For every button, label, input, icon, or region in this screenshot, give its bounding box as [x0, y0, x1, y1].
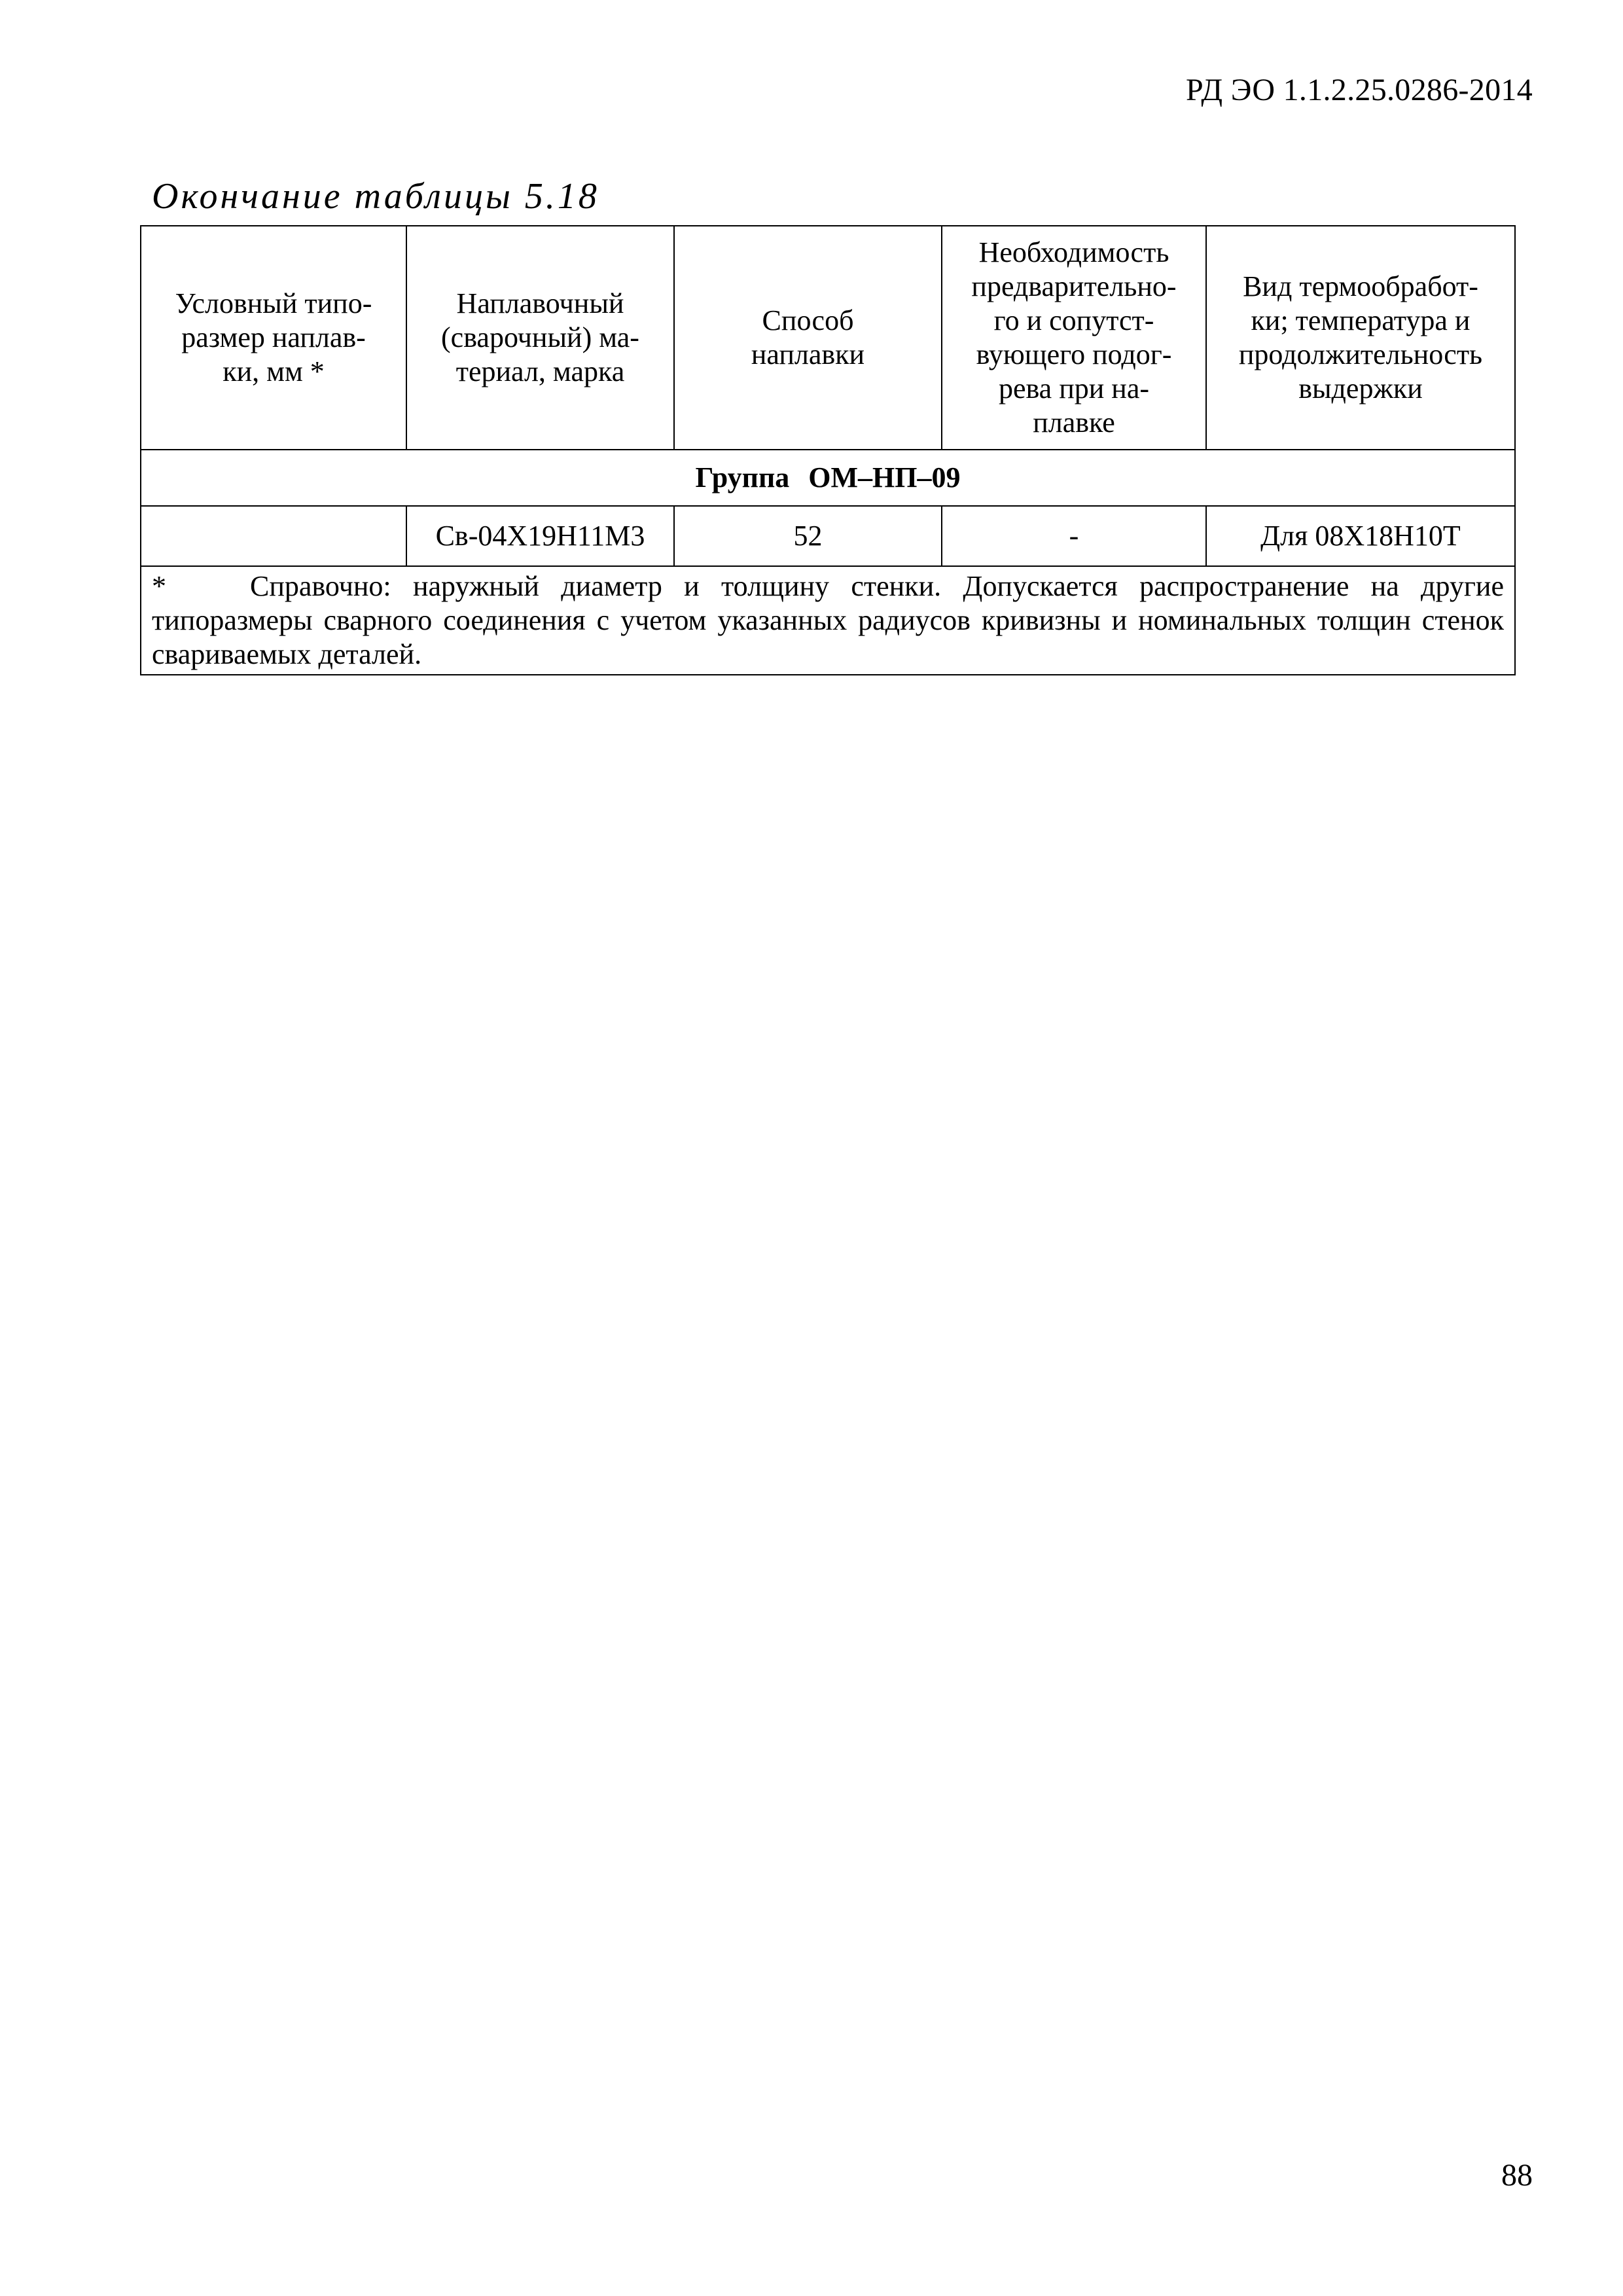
table-row	[141, 506, 1515, 566]
table-header-row	[141, 226, 1515, 450]
table-caption: Окончание таблицы 5.18	[152, 176, 599, 217]
footnote-row	[141, 566, 1515, 675]
group-row	[141, 450, 1515, 506]
header-cell-method: Способ наплавки	[674, 226, 942, 450]
footnote	[141, 566, 1515, 675]
cell-method: 52	[674, 506, 942, 566]
header-cell-heat-treatment: Вид термообработ- ки; температура и продолжительность выдержки	[1206, 226, 1515, 450]
footnote-star: *	[152, 570, 166, 602]
page-number: 88	[1501, 2158, 1533, 2193]
header-cell-size: Условный типо- размер наплав- ки, мм *	[141, 226, 406, 450]
footnote-text: Справочно: наружный диаметр и толщину стенки. Допускается распространение на другие типоразмеры сварного соединения с учетом указанных радиусов кривизны и номинальных толщин стенок свариваемых деталей.	[152, 570, 1504, 670]
cell-size	[141, 506, 406, 566]
welding-table	[140, 225, 1516, 675]
cell-preheat: -	[942, 506, 1206, 566]
header-cell-material: Наплавочный (сварочный) ма- териал, марка	[406, 226, 674, 450]
group-title: Группа ОМ–НП–09	[141, 450, 1515, 506]
cell-heat-treatment: Для 08Х18Н10Т	[1206, 506, 1515, 566]
header-cell-preheat: Необходимость предварительно- го и сопутст- вующего подог- рева при на- плавке	[942, 226, 1206, 450]
cell-material: Св-04Х19Н11М3	[406, 506, 674, 566]
document-code: РД ЭО 1.1.2.25.0286-2014	[1186, 73, 1533, 107]
